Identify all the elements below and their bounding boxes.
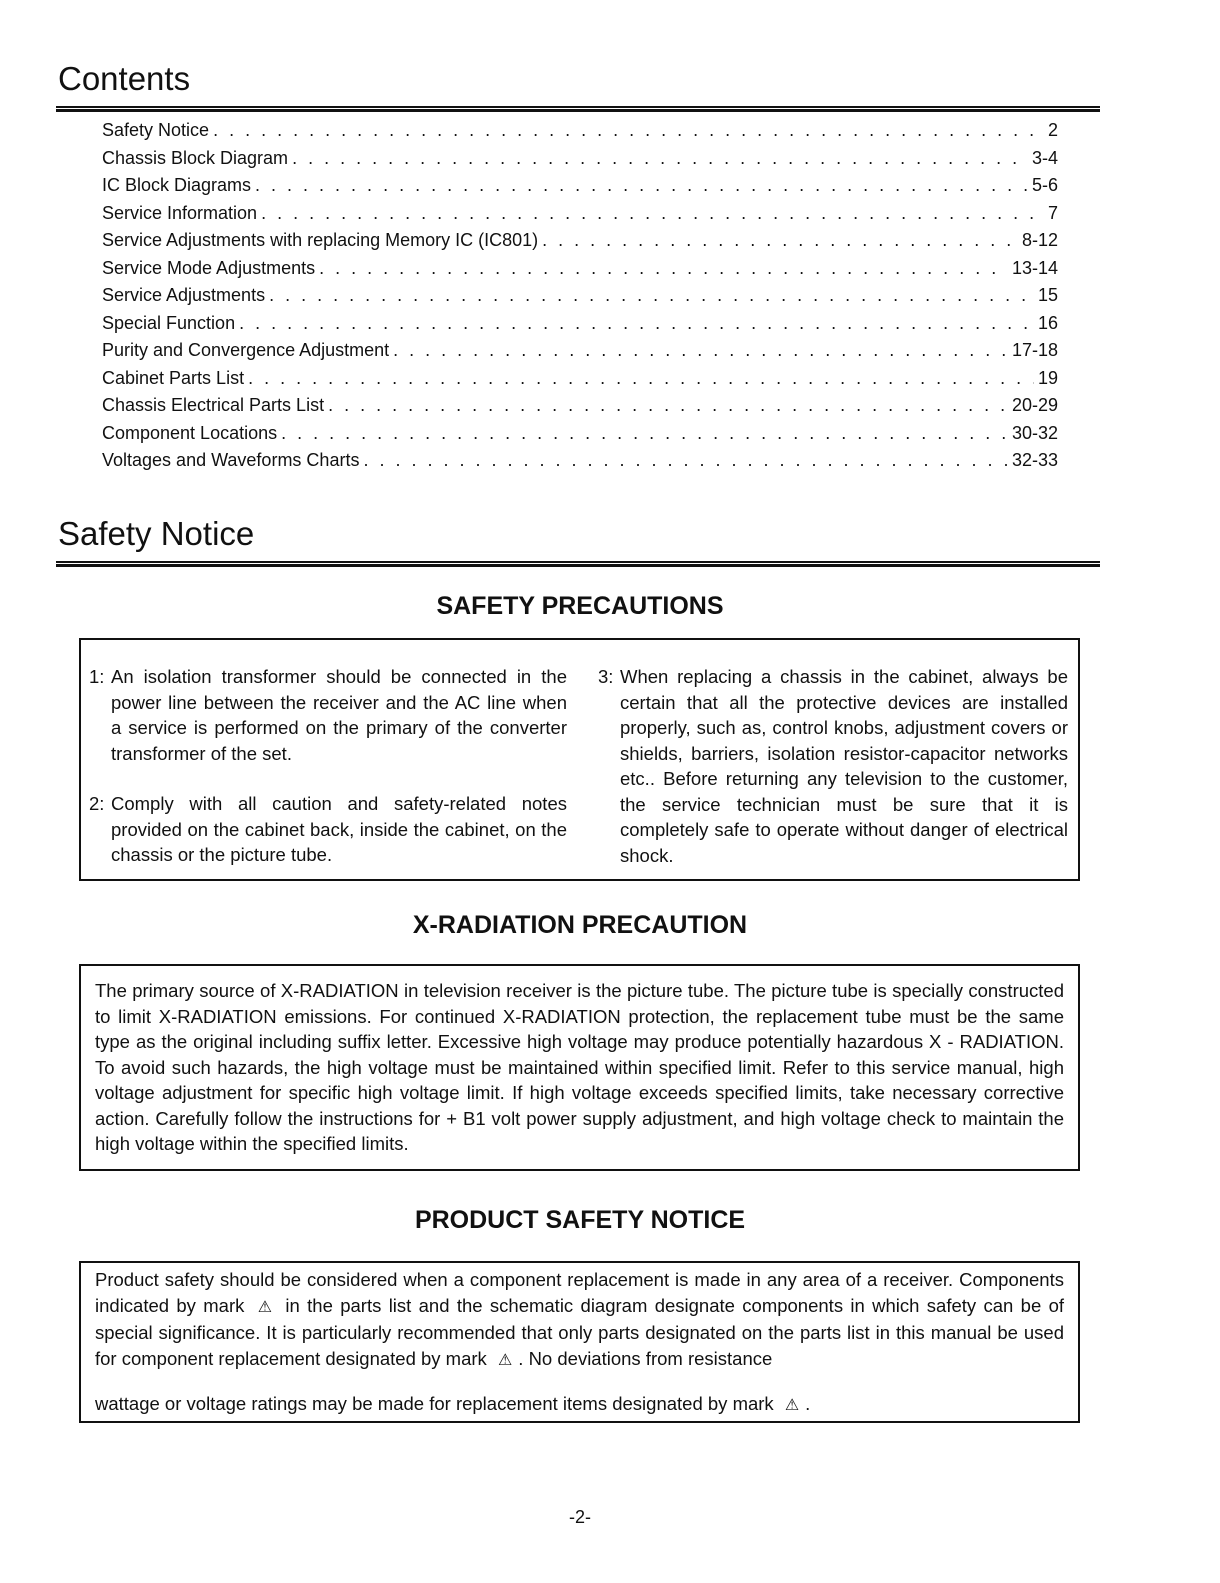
toc-entry-title: Chassis Block Diagram: [102, 147, 289, 168]
toc-entry-title: Service Adjustments with replacing Memory IC (IC801): [102, 230, 539, 250]
contents-heading: Contents: [58, 60, 191, 97]
toc-entry-page: 16: [1037, 312, 1058, 333]
page-number: -2-: [569, 1507, 591, 1527]
toc-entry-page: 7: [1047, 202, 1058, 223]
toc-entry-page: 32-33: [1011, 450, 1058, 470]
contents-rule: [56, 106, 1100, 112]
table-of-contents: [102, 117, 1058, 475]
precaution-number: 2:: [89, 793, 105, 814]
warning-triangle-icon: ⚠: [257, 1298, 273, 1316]
toc-entry[interactable]: [102, 337, 1058, 365]
safety-precautions-box: [79, 638, 1080, 881]
toc-dot-leader: [319, 255, 1008, 283]
precaution-item: [89, 791, 567, 868]
product-safety-title: PRODUCT SAFETY NOTICE: [414, 1206, 746, 1234]
xradiation-title: X-RADIATION PRECAUTION: [412, 911, 748, 939]
warning-triangle-icon: ⚠: [497, 1351, 513, 1369]
toc-entry-page: 2: [1047, 120, 1058, 140]
product-safety-text-part: in the parts list and the schematic diagram designate components in which safety can be of special significance. It is particularly recommended that only parts designated on the parts list in this manual be used for component replacement designated by mark: [95, 1294, 1064, 1369]
precaution-text: When replacing a chassis in the cabinet, always be certain that all the protective devices are installed properly, such as, control knobs, adjustment covers or shields, barriers, isolation resistor-capacitor networks etc.. Before returning any television to the customer, the service technician must be sure that it is completely safe to operate without danger of electrical shock.: [620, 666, 1068, 866]
product-safety-text-part: Product safety should be considered when a component replacement is made in any area of a receiver. Components indicated by mark: [95, 1269, 1064, 1316]
precaution-text: Comply with all caution and safety-related notes provided on the cabinet back, inside the cabinet, on the chassis or the picture tube.: [111, 793, 567, 865]
toc-entry[interactable]: [102, 420, 1058, 448]
toc-entry-page: 8-12: [1021, 230, 1058, 250]
toc-dot-leader: [269, 282, 1034, 310]
toc-entry-title: Safety Notice: [102, 120, 210, 140]
precaution-item: [598, 664, 1068, 868]
precaution-number: 3:: [598, 666, 614, 687]
toc-entry-page: 30-32: [1011, 422, 1058, 443]
precautions-left-column: [89, 664, 567, 868]
toc-entry[interactable]: [102, 392, 1058, 420]
toc-entry[interactable]: [102, 117, 1058, 145]
toc-entry-page: 3-4: [1031, 147, 1058, 168]
safety-notice-rule: [56, 561, 1100, 567]
toc-dot-leader: [255, 172, 1028, 200]
toc-dot-leader: [393, 337, 1008, 365]
precaution-text: An isolation transformer should be connected in the power line between the receiver and the AC line when a service is performed on the primary of the converter transformer of the set.: [111, 666, 567, 764]
toc-entry-page: 5-6: [1031, 175, 1058, 195]
toc-dot-leader: [281, 420, 1008, 448]
product-safety-text-part: .: [805, 1393, 811, 1414]
xradiation-box: [79, 964, 1080, 1171]
xradiation-text: The primary source of X-RADIATION in television receiver is the picture tube. The picture tube is specially constructed to limit X-RADIATION emissions. For continued X-RADIATION protection, the replacement tube must be the same type as the original including suffix letter. Excessive high voltage may produce potentially hazardous X - RADIATION. To avoid such hazards, the high voltage must be maintained within specified limit. Refer to this service manual, high voltage adjustment for specific high voltage limit. If high voltage exceeds specified limits, take necessary corrective action. Carefully follow the instructions for + B1 volt power supply adjustment, and high voltage check to maintain the high voltage within the specified limits.: [95, 980, 1064, 1154]
toc-entry-page: 13-14: [1011, 257, 1058, 278]
toc-entry[interactable]: [102, 282, 1058, 310]
product-safety-text-part: wattage or voltage ratings may be made for replacement items designated by mark: [95, 1393, 774, 1414]
toc-entry-title: Chassis Electrical Parts List: [102, 395, 325, 415]
toc-dot-leader: [292, 145, 1028, 173]
toc-entry-title: Service Mode Adjustments: [102, 257, 316, 278]
toc-entry-title: Component Locations: [102, 422, 278, 443]
toc-entry-title: Service Adjustments: [102, 285, 266, 305]
product-safety-text-part: . No deviations from resistance: [518, 1347, 773, 1369]
toc-entry[interactable]: [102, 227, 1058, 255]
precautions-right-column: [598, 664, 1068, 868]
toc-entry-title: Voltages and Waveforms Charts: [102, 450, 360, 470]
toc-dot-leader: [213, 117, 1044, 145]
toc-entry-page: 20-29: [1011, 395, 1058, 415]
toc-dot-leader: [363, 447, 1008, 475]
toc-entry-title: IC Block Diagrams: [102, 175, 252, 195]
toc-dot-leader: [248, 365, 1034, 393]
product-safety-box: [79, 1261, 1080, 1423]
safety-precautions-title: SAFETY PRECAUTIONS: [436, 592, 724, 620]
toc-entry-page: 19: [1037, 367, 1058, 388]
toc-entry-title: Purity and Convergence Adjustment: [102, 340, 390, 360]
toc-entry[interactable]: [102, 310, 1058, 338]
toc-entry[interactable]: [102, 200, 1058, 228]
toc-entry[interactable]: [102, 447, 1058, 475]
precaution-number: 1:: [89, 666, 105, 687]
toc-entry-page: 15: [1037, 285, 1058, 305]
safety-notice-heading: Safety Notice: [58, 515, 255, 552]
precaution-item: [89, 664, 567, 766]
toc-entry-title: Cabinet Parts List: [102, 367, 245, 388]
toc-entry-title: Special Function: [102, 312, 236, 333]
product-safety-text-last: [95, 1391, 1064, 1419]
toc-entry[interactable]: [102, 172, 1058, 200]
warning-triangle-icon: ⚠: [784, 1397, 800, 1414]
toc-entry[interactable]: [102, 365, 1058, 393]
toc-dot-leader: [239, 310, 1034, 338]
toc-entry-title: Service Information: [102, 202, 258, 223]
toc-dot-leader: [542, 227, 1018, 255]
toc-entry-page: 17-18: [1011, 340, 1058, 360]
toc-dot-leader: [328, 392, 1008, 420]
toc-entry[interactable]: [102, 145, 1058, 173]
toc-entry[interactable]: [102, 255, 1058, 283]
toc-dot-leader: [261, 200, 1044, 228]
product-safety-text: [95, 1267, 1064, 1373]
